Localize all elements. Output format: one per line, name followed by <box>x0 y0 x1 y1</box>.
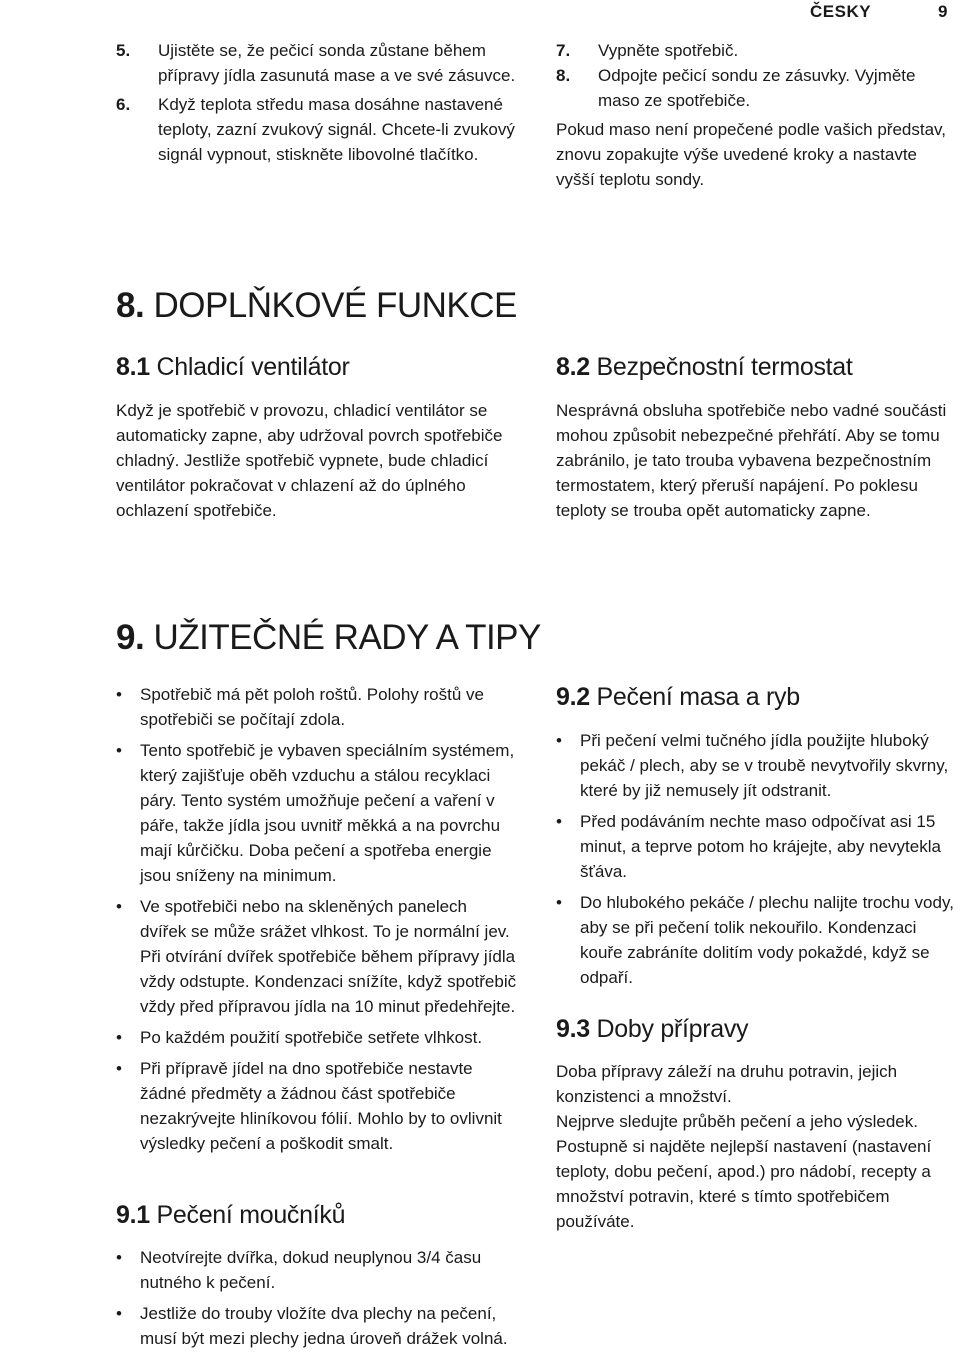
tip-text: Při přípravě jídel na dno spotřebiče nestavte žádné předměty a žádnou část spotřebiče nezakrývejte hliníkovou fólií. Mohlo by to ovlivnit výsledky pečení a poškodit smalt. <box>140 1059 502 1153</box>
cooking-time-text-2: Nejprve sledujte průběh pečení a jeho výsledek. Postupně si najděte nejlepší nastavení (nastavení teploty, dobu pečení, apod.) pro nádobí, recepty a množství potravin, které s tímto spotřebičem používáte. <box>556 1112 932 1231</box>
subsection-number: 9.3 <box>556 1015 590 1043</box>
list-item <box>116 1301 518 1351</box>
subsection-title: Bezpečnostní termostat <box>596 353 853 381</box>
steps-list-left <box>116 38 521 167</box>
step-number: 7. <box>556 41 571 60</box>
bullet: • <box>116 897 122 916</box>
bullet: • <box>116 1304 122 1323</box>
thermostat-text: Nesprávná obsluha spotřebiče nebo vadné součásti mohou způsobit nebezpečné přehřátí. Aby se tomu zabránilo, je tato trouba vybavena bezpečnostním termostatem, který přeruší napájení. Po poklesu teploty se trouba opět automaticky zapne. <box>556 401 947 520</box>
bullet: • <box>116 685 122 704</box>
list-item <box>116 1025 518 1050</box>
list-item <box>116 1245 518 1295</box>
bullet: • <box>116 741 122 760</box>
step-number: 5. <box>116 41 131 60</box>
tip-text: Spotřebič má pět poloh roštů. Polohy roštů ve spotřebiči se počítají zdola. <box>140 685 484 729</box>
subsection-title: Pečení moučníků <box>156 1201 346 1229</box>
subsection-heading <box>116 1200 345 1230</box>
bullet: • <box>556 731 562 750</box>
step-text: Když teplota středu masa dosáhne nastavené teploty, zazní zvukový signál. Chcete-li zvukový signál vypnout, stiskněte libovolné tlačítko. <box>158 95 515 164</box>
section-number: 8. <box>116 286 145 325</box>
subsection-number: 9.1 <box>116 1201 150 1229</box>
tip-text: Před podáváním nechte maso odpočívat asi 15 minut, a teprve potom ho krájejte, aby nevytekla šťáva. <box>580 812 941 881</box>
bullet: • <box>116 1248 122 1267</box>
subsection-title: Chladicí ventilátor <box>156 353 350 381</box>
bullet: • <box>116 1028 122 1047</box>
subsection-heading <box>116 352 350 382</box>
list-item <box>116 738 518 888</box>
baking-tips-list <box>116 1245 518 1357</box>
tip-text: Neotvírejte dvířka, dokud neuplynou 3/4 času nutného k pečení. <box>140 1248 482 1292</box>
tip-text: Při pečení velmi tučného jídla použijte hluboký pekáč / plech, aby se v troubě nevytvořily skvrny, které by již nemusely jít odstranit. <box>580 731 949 800</box>
list-item <box>116 1056 518 1156</box>
cooling-fan-text: Když je spotřebič v provozu, chladicí ventilátor se automaticky zapne, aby udržoval povrch spotřebiče chladný. Jestliže spotřebič vypnete, bude chladicí ventilátor pokračovat v chlazení až do úplného ochlazení spotřebiče. <box>116 401 503 520</box>
subsection-heading <box>556 352 853 382</box>
list-item <box>556 890 958 990</box>
list-item <box>556 63 951 113</box>
step-text: Vypněte spotřebič. <box>598 41 739 60</box>
subsection-number: 9.2 <box>556 683 590 711</box>
tip-text: Po každém použití spotřebiče setřete vlhkost. <box>140 1028 483 1047</box>
bullet: • <box>556 893 562 912</box>
tips-list <box>116 682 518 1162</box>
step-text: Ujistěte se, že pečicí sonda zůstane během přípravy jídla zasunutá mase a ve své zásuvce. <box>158 41 516 85</box>
cooking-time-text-1: Doba přípravy záleží na druhu potravin, jejich konzistenci a množství. <box>556 1062 898 1106</box>
list-item <box>116 682 518 732</box>
tip-text: Tento spotřebič je vybaven speciálním systémem, který zajišťuje oběh vzduchu a stálou recyklaci páry. Tento systém umožňuje pečení a vaření v páře, takže jídla jsou uvnitř měkká a na povrchu mají kůrčičku. Doba pečení a spotřeba energie jsou sníženy na minimum. <box>140 741 515 885</box>
subsection-heading <box>556 1014 748 1044</box>
list-item <box>116 894 518 1019</box>
section-title: UŽITEČNÉ RADY A TIPY <box>153 618 541 657</box>
list-item <box>556 728 958 803</box>
list-item <box>116 38 521 88</box>
language-label: ČESKY <box>810 2 872 21</box>
list-item <box>556 38 951 63</box>
bullet: • <box>116 1059 122 1078</box>
step-number: 8. <box>556 66 571 85</box>
tip-text: Ve spotřebiči nebo na skleněných panelech dvířek se může srážet vlhkost. To je normální jev. Při otvírání dvířek spotřebiče během přípravy jídla vždy odstupte. Kondenzaci snížíte, když spotřebič vždy před přípravou jídla na 10 minut předehřejte. <box>140 897 517 1016</box>
section-number: 9. <box>116 618 145 657</box>
probe-note: Pokud maso není propečené podle vašich představ, znovu zopakujte výše uvedené kroky a nastavte vyšší teplotu sondy. <box>556 120 946 189</box>
bullet: • <box>556 812 562 831</box>
section-heading <box>116 618 541 658</box>
list-item <box>556 809 958 884</box>
steps-list-right <box>556 38 951 113</box>
list-item <box>116 92 521 167</box>
step-text: Odpojte pečicí sondu ze zásuvky. Vyjměte maso ze spotřebiče. <box>598 66 916 110</box>
tip-text: Jestliže do trouby vložíte dva plechy na pečení, musí být mezi plechy jedna úroveň drážek volná. <box>140 1304 508 1348</box>
section-heading <box>116 286 517 326</box>
page-number: 9 <box>938 2 948 21</box>
subsection-number: 8.2 <box>556 353 590 381</box>
subsection-title: Doby přípravy <box>596 1015 749 1043</box>
subsection-number: 8.1 <box>116 353 150 381</box>
meat-tips-list <box>556 728 958 996</box>
tip-text: Do hlubokého pekáče / plechu nalijte trochu vody, aby se při pečení tolik nekouřilo. Kondenzaci kouře zabráníte dolitím vody pokaždé, když se odpaří. <box>580 893 954 987</box>
subsection-heading <box>556 682 800 712</box>
section-title: DOPLŇKOVÉ FUNKCE <box>153 286 517 325</box>
subsection-title: Pečení masa a ryb <box>596 683 800 711</box>
step-number: 6. <box>116 95 131 114</box>
